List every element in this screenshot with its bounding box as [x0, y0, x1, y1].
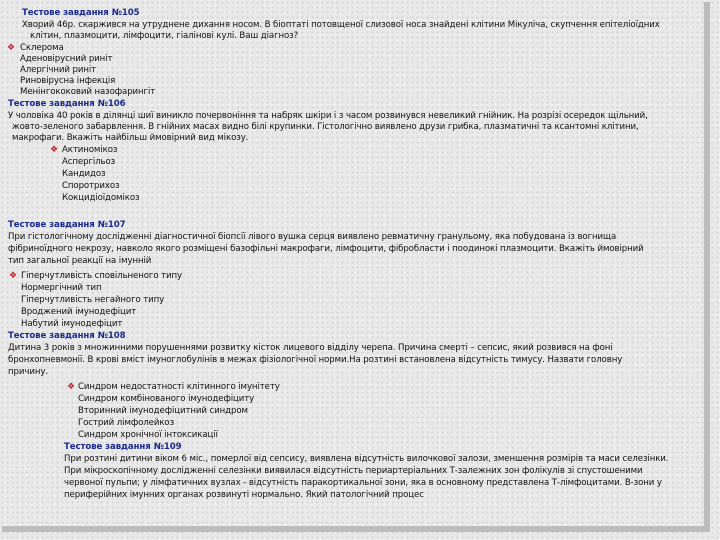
answer-option[interactable]: Аспергільоз [62, 157, 116, 167]
question-109-title: Тестове завдання №109 [64, 442, 182, 452]
question-108-title: Тестове завдання №108 [8, 331, 126, 341]
answer-option[interactable]: Споротрихоз [62, 181, 120, 191]
question-106-text-line: макрофаги. Вкажіть найбільш ймовірний вид мікозу. [12, 133, 249, 143]
diamond-bullet-icon: ❖ [7, 43, 16, 53]
question-105-title: Тестове завдання №105 [22, 8, 140, 18]
question-105-text-line: Хворий 46р. скаржився на утруднене дихання носом. В біоптаті потовщеної слизової носа знайдені клітини Мікуліча, скупчення епітеліоїдних [22, 20, 660, 30]
question-109-text-line: При розтині дитини віком 6 міс., померлої від сепсису, виявлена відсутність вилочкової залози, зменшення розмірів та маси селезінки. [64, 454, 669, 464]
question-108-text-line: бронхопневмонії. В крові вміст імуноглобулінів в межах фізіологічної норми.На розтині встановлена відсутність тимусу. Назвати головну [8, 355, 623, 365]
question-107-text-line: При гістологічному дослідженні діагностичної біопсії лівого вушка серця виявлено ревматичну гранульому, яка побудована із вогнища [8, 232, 617, 242]
question-107-text-line: тип загальної реакції на імунній [8, 256, 152, 266]
answer-option[interactable]: Набутий імунодефіцит [21, 319, 123, 329]
question-106-text-line: жовто-зеленого забарвлення. В гнійних масах видно білі крупинки. Гістологічно виявлено друзи грибка, плазматичні та ксантомні клітини, [12, 122, 639, 132]
answer-option[interactable]: Синдром комбінованого імунодефіциту [78, 394, 255, 404]
answer-option[interactable]: Вторинний імунодефіцитний синдром [78, 406, 248, 416]
slide-frame [2, 2, 710, 532]
answer-option[interactable]: Синдром недостатності клітинного імунітету [78, 382, 280, 392]
question-106-title: Тестове завдання №106 [8, 99, 126, 109]
diamond-bullet-icon: ❖ [50, 145, 59, 155]
answer-option[interactable]: Гострий лімфолейкоз [78, 418, 175, 428]
answer-option[interactable]: Менінгококовий назофарингіт [20, 87, 156, 97]
answer-option[interactable]: Алергічний риніт [20, 65, 97, 75]
question-108-text-line: причину. [8, 367, 48, 377]
question-109-text-line: периферійних імунних органах розвинуті нормально. Який патологічний процес [64, 490, 424, 500]
answer-option[interactable]: Аденовірусний риніт [20, 54, 113, 64]
question-107-title: Тестове завдання №107 [8, 220, 126, 230]
question-107-text-line: фібриноїдного некрозу, навколо якого розміщені базофільні макрофаги, лімфоцити, фібробласти і поодинокі плазмоцити. Вкажіть ймовірний [8, 244, 644, 254]
answer-option[interactable]: Склерома [20, 43, 64, 53]
answer-option[interactable]: Гіперчутливість негайного типу [21, 295, 165, 305]
answer-option[interactable]: Вроджений імунодефіцит [21, 307, 137, 317]
answer-option[interactable]: Кокцидіоїдомікоз [62, 193, 140, 203]
question-109-text-line: При мікроскопічному дослідженні селезінки виявилася відсутність периартеріальних Т-залежних зон фолікулів зі спустошеними [64, 466, 643, 476]
answer-option[interactable]: Актиномікоз [62, 145, 118, 155]
question-106-text-line: У чоловіка 40 років в ділянці шиї виникло почервоніння та набряк шкіри і з часом розвинувся невеликий гнійник. На розрізі осередок щільний, [8, 111, 648, 121]
answer-option[interactable]: Нормергічний тип [21, 283, 102, 293]
answer-option[interactable]: Синдром хронічної інтоксикації [78, 430, 218, 440]
diamond-bullet-icon: ❖ [9, 271, 18, 281]
answer-option[interactable]: Риновірусна інфекція [20, 76, 116, 86]
question-108-text-line: Дитина 3 років з множинними порушеннями розвитку кісток лицевого відділу черепа. Причина смерті – сепсис, який розвився на фоні [8, 343, 613, 353]
answer-option[interactable]: Кандидоз [62, 169, 106, 179]
diamond-bullet-icon: ❖ [67, 382, 76, 392]
answer-option[interactable]: Гіперчутливість сповільненого типу [21, 271, 183, 281]
question-109-text-line: червоної пульпи; у лімфатичних вузлах - відсутність паракортикальної зони, яка в основному представлена Т-лімфоцитами. В-зони у [64, 478, 662, 488]
question-105-text-line: клітин, плазмоцити, лімфоцити, гіалінові кулі. Ваш діагноз? [30, 31, 299, 41]
